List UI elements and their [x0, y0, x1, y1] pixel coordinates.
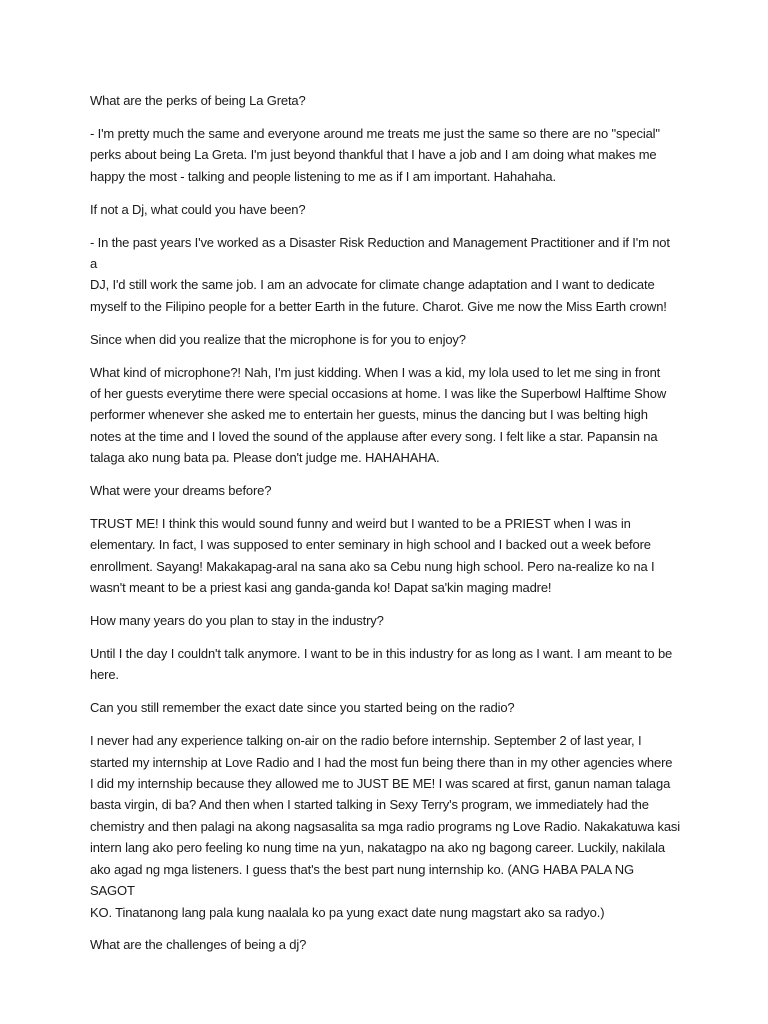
question-challenges: What are the challenges of being a dj? [90, 937, 307, 953]
question-exact-date: Can you still remember the exact date since you started being on the radio? [90, 700, 515, 716]
answer-microphone: What kind of microphone?! Nah, I'm just kidding. When I was a kid, my lola used to let me sing in front of her guests everytime there were special occasions at home. I was like the Superbowl Halftime Show performer whenever she asked me to entertain her guests, minus the dancing but I was belting high notes at the time and I loved the sound of the applause after every song. I felt like a star. Papansin na talaga ako nung bata pa. Please don't judge me. HAHAHAHA. [90, 364, 667, 466]
question-dreams: What were your dreams before? [90, 483, 272, 499]
question-if-not-dj: If not a Dj, what could you have been? [90, 201, 306, 217]
answer-perks: - I'm pretty much the same and everyone around me treats me just the same so there are no "special" perks about being La Greta. I'm just beyond thankful that I have a job and I am doing what makes me happy the most - talking and people listening to me as if I am important. Hahahaha. [90, 125, 660, 184]
question-perks: What are the perks of being La Greta? [90, 93, 306, 108]
question-years-in-industry: How many years do you plan to stay in the industry? [90, 613, 384, 629]
answer-if-not-dj: - In the past years I've worked as a Disaster Risk Reduction and Management Practitioner and if I'm not a DJ, I'd still work the same job. I am an advocate for climate change adaptation and I want to dedicate myself to the Filipino people for a better Earth in the future. Charot. Give me now the Miss Earth crown! [90, 234, 670, 314]
answer-exact-date: I never had any experience talking on-air on the radio before internship. September 2 of last year, I started my internship at Love Radio and I had the most fun being there than in my other agencies where I did my internship because they allowed me to JUST BE ME! I was scared at first, ganun naman talaga basta virgin, di ba? And then when I started talking in Sexy Terry's program, we immediately had the chemistry and then palagi na akong nagsasalita sa mga radio programs ng Love Radio. Nakakatuwa kasi intern lang ako pero feeling ko nung time na yun, nakatagpo na ako ng bagong career. Luckily, nakilala ako agad ng mga listeners. I guess that's the best part nung internship ko. (ANG HABA PALA NG SAGOT KO. Tinatanong lang pala kung naalala ko pa yung exact date nung magstart ako sa radyo.) [90, 733, 680, 920]
document-page [90, 90, 680, 967]
answer-years-in-industry: Until I the day I couldn't talk anymore. I want to be in this industry for as long as I want. I am meant to be here. [90, 646, 673, 683]
answer-dreams: TRUST ME! I think this would sound funny and weird but I wanted to be a PRIEST when I was in elementary. In fact, I was supposed to enter seminary in high school and I backed out a week before enrollment. Sayang! Makakapag-aral na sana ako sa Cebu nung high school. Pero na-realize ko na I wasn't meant to be a priest kasi ang ganda-ganda ko! Dapat sa'kin maging madre! [90, 516, 655, 596]
question-microphone: Since when did you realize that the microphone is for you to enjoy? [90, 331, 466, 347]
